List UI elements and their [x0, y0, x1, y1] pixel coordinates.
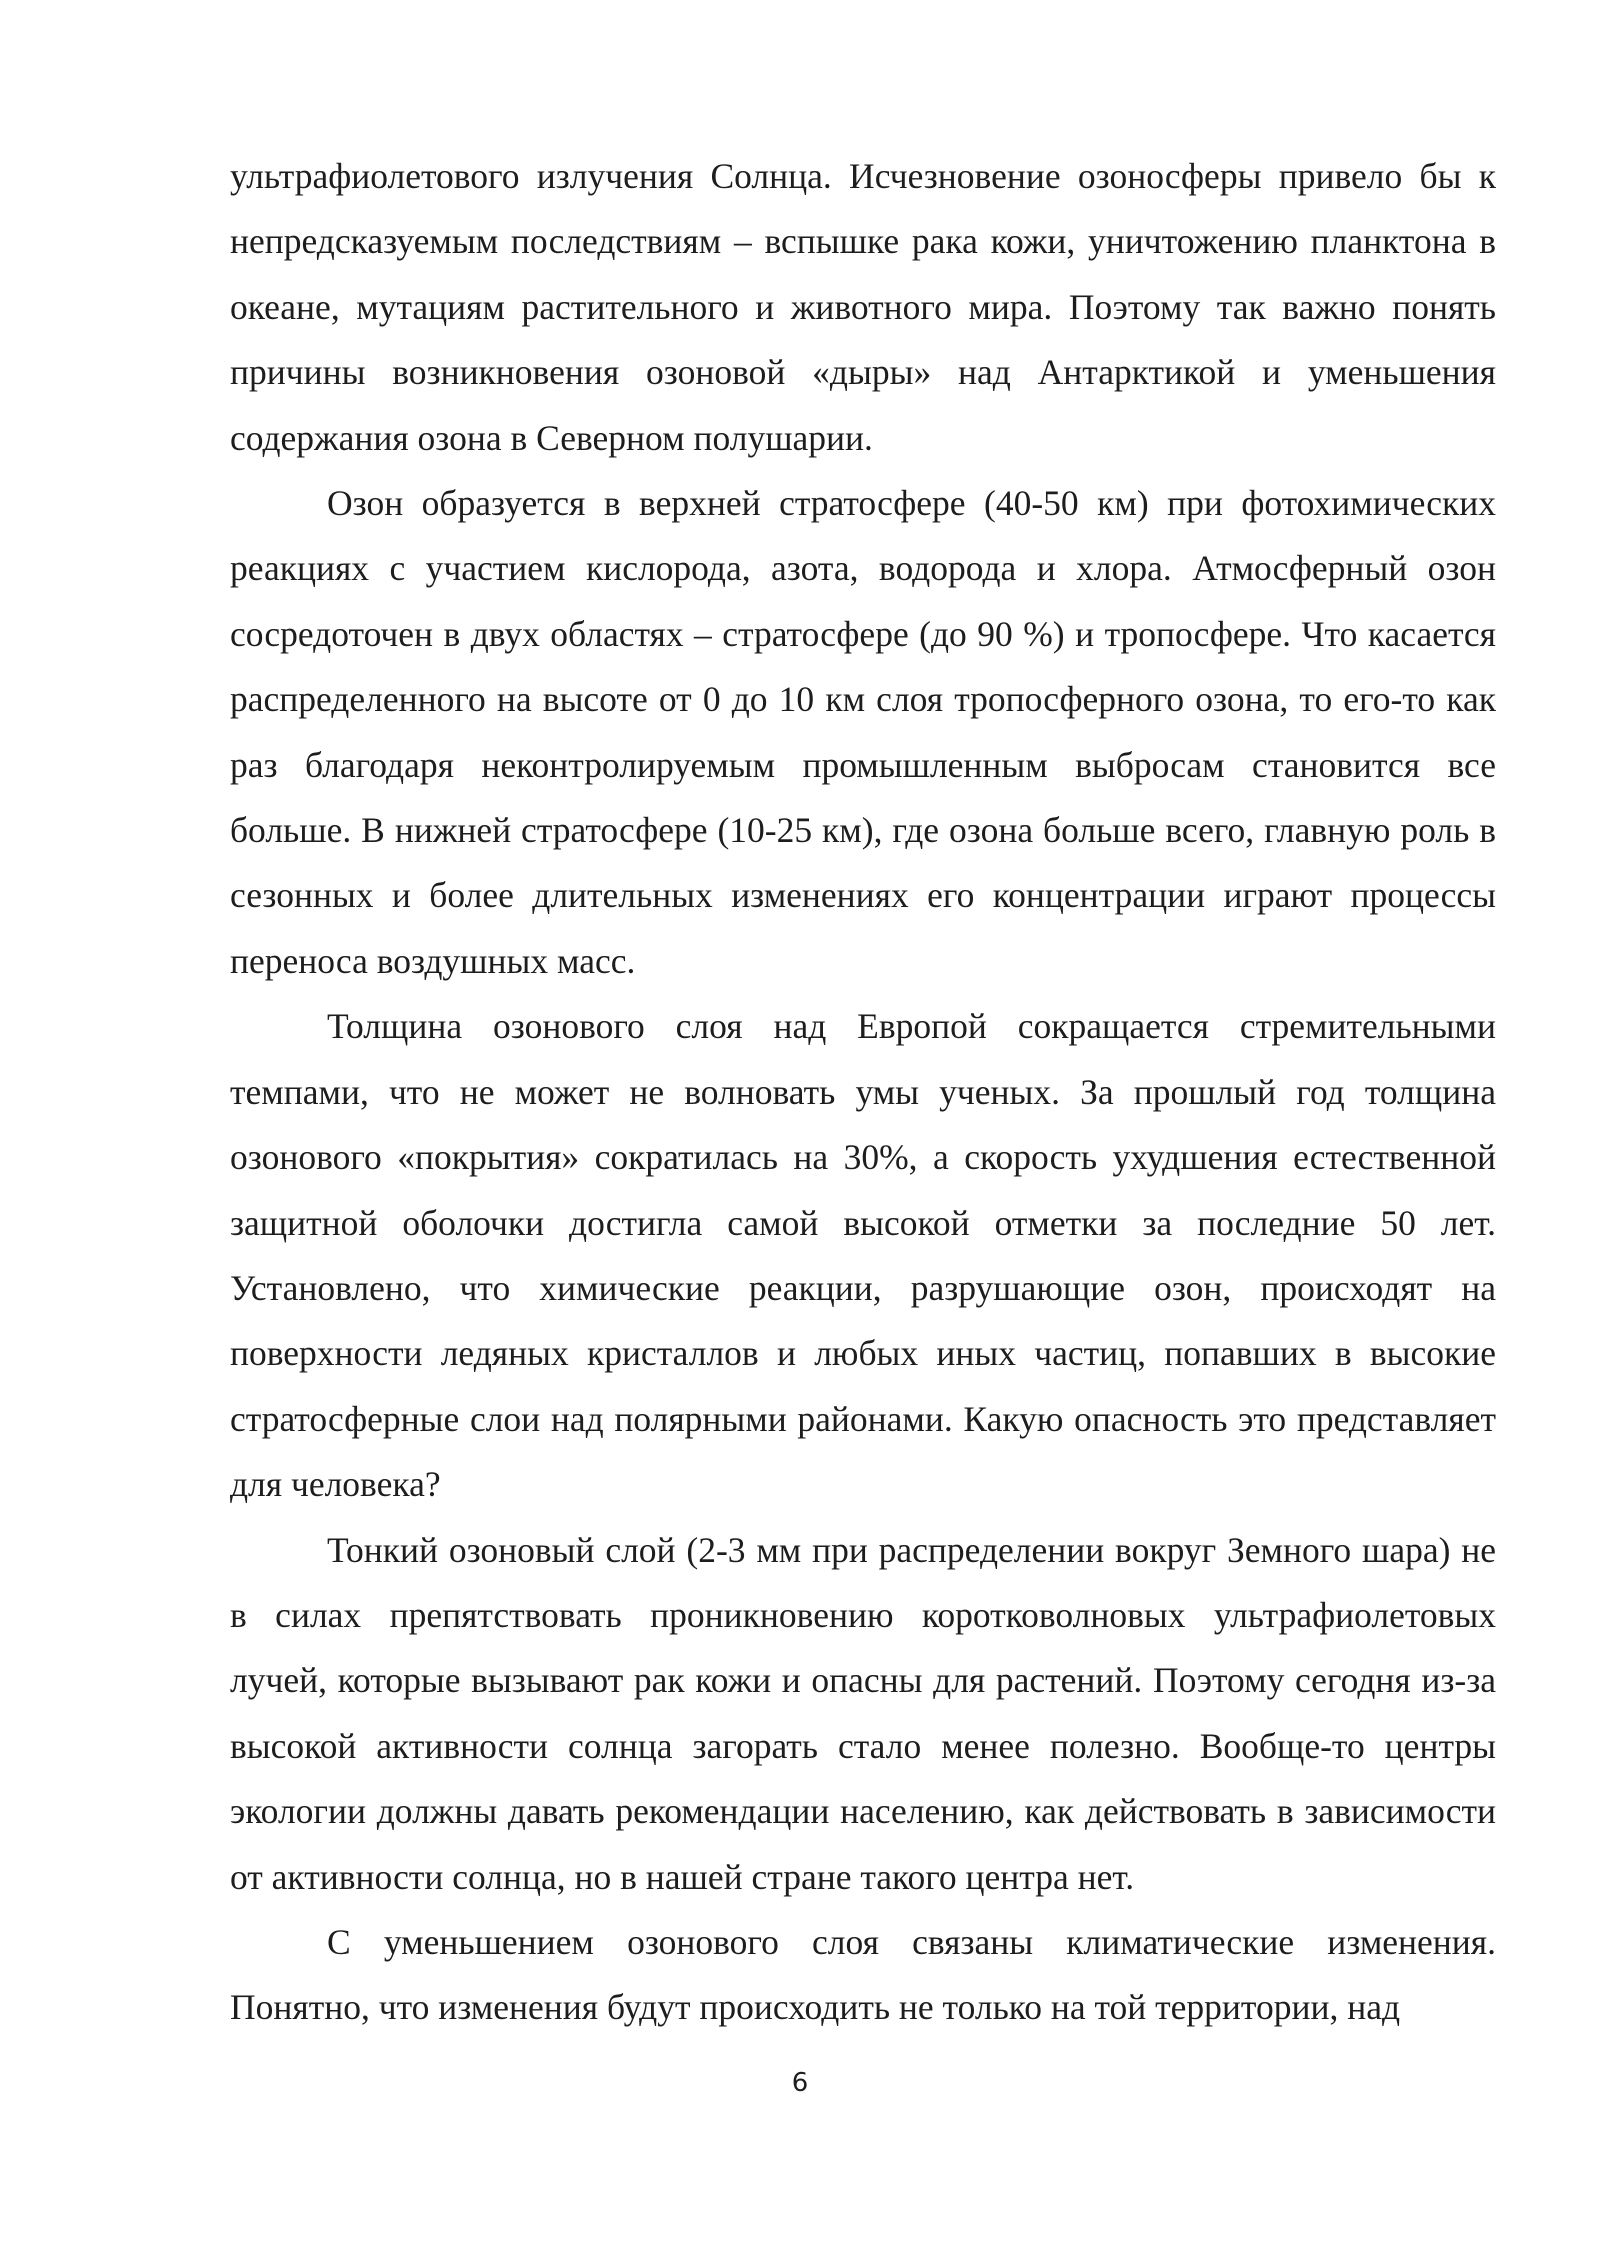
paragraph-5: С уменьшением озонового слоя связаны климатические изменения. Понятно, что изменения будут происходить не только на той территории, над: [230, 1921, 1496, 2028]
paragraph-1: ультрафиолетового излучения Солнца. Исчезновение озоносферы привело бы к непредсказуемым последствиям – вспышке рака кожи, уничтожению планктона в океане, мутациям растительного и животного мира. Поэтому так важно понять причины возникновения озоновой «дыры» над Антарктикой и уменьшения содержания озона в Северном полушарии.: [230, 156, 1496, 458]
body-text: [230, 144, 1496, 2041]
paragraph-3: Толщина озонового слоя над Европой сокращается стремительными темпами, что не может не волновать умы ученых. За прошлый год толщина озонового «покрытия» сократилась на 30%, а скорость ухудшения естественной защитной оболочки достигла самой высокой отметки за последние 50 лет. Установлено, что химические реакции, разрушающие озон, происходят на поверхности ледяных кристаллов и любых иных частиц, попавших в высокие стратосферные слои над полярными районами. Какую опасность это представляет для человека?: [230, 1006, 1496, 1505]
paragraph-2: Озон образуется в верхней стратосфере (40-50 км) при фотохимических реакциях с участием кислорода, азота, водорода и хлора. Атмосферный озон сосредоточен в двух областях – стратосфере (до 90 %) и тропосфере. Что касается распределенного на высоте от 0 до 10 км слоя тропосферного озона, то его-то как раз благодаря неконтролируемым промышленным выбросам становится все больше. В нижней стратосфере (10-25 км), где озона больше всего, главную роль в сезонных и более длительных изменениях его концентрации играют процессы переноса воздушных масс.: [230, 483, 1496, 981]
page-number: 6: [791, 2068, 809, 2098]
paragraph-4: Тонкий озоновый слой (2-3 мм при распределении вокруг Земного шара) не в силах препятствовать проникновению коротковолновых ультрафиолетовых лучей, которые вызывают рак кожи и опасны для растений. Поэтому сегодня из-за высокой активности солнца загорать стало менее полезно. Вообще-то центры экологии должны давать рекомендации населению, как действовать в зависимости от активности солнца, но в нашей стране такого центра нет.: [230, 1529, 1496, 1897]
